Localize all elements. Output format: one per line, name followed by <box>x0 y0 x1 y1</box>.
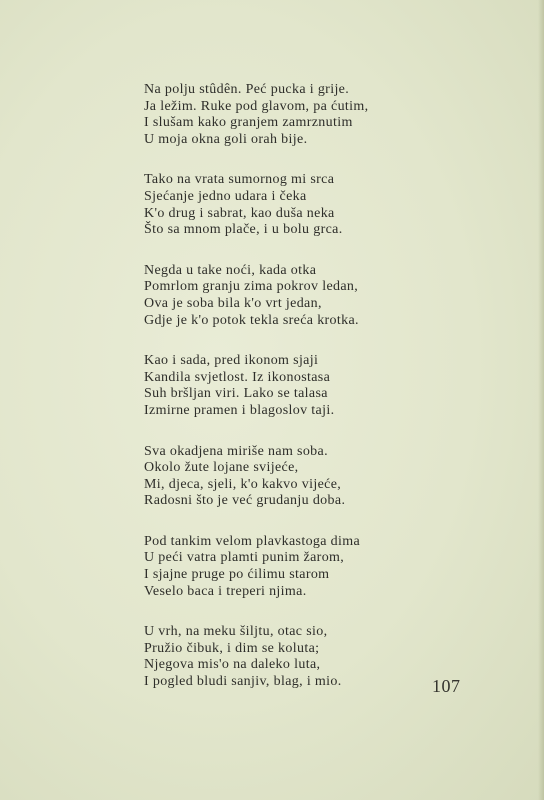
poem <box>144 82 404 715</box>
stanza-1 <box>144 82 404 148</box>
poem-line: K'o drug i sabrat, kao duša neka <box>144 205 335 221</box>
poem-line: U peći vatra plamti punim žarom, <box>144 550 345 566</box>
poem-line: Sjećanje jedno udara i čeka <box>144 188 307 204</box>
poem-line: Što sa mnom plače, i u bolu grca. <box>144 222 343 238</box>
poem-line: Sva okadjena miriše nam soba. <box>144 443 328 459</box>
poem-line: U moja okna goli orah bije. <box>144 131 308 147</box>
page-number: 107 <box>432 676 461 696</box>
poem-line: Kandila svjetlost. Iz ikonostasa <box>144 369 331 385</box>
poem-line: Tako na vrata sumornog mi srca <box>144 172 335 188</box>
stanza-4 <box>144 353 404 419</box>
stanza-5 <box>144 444 404 510</box>
poem-line: Izmirne pramen i blagoslov taji. <box>144 402 335 418</box>
poem-line: Radosni što je već grudanju doba. <box>144 493 346 509</box>
poem-line: Suh bršljan viri. Lako se talasa <box>144 386 328 402</box>
poem-line: Mi, djeca, sjeli, k'o kakvo vijeće, <box>144 476 342 492</box>
stanza-7 <box>144 624 404 690</box>
poem-line: Pomrlom granju zima pokrov ledan, <box>144 279 359 295</box>
poem-line: Pod tankim velom plavkastoga dima <box>144 533 361 549</box>
poem-line: Negda u take noći, kada otka <box>144 262 317 278</box>
poem-line: U vrh, na meku šiljtu, otac sio, <box>144 624 328 640</box>
poem-line: Gdje je k'o potok tekla sreća krotka. <box>144 312 359 328</box>
poem-line: Njegova mis'o na daleko luta, <box>144 657 321 673</box>
poem-line: Na polju stûdên. Peć pucka i grije. <box>144 82 350 97</box>
stanza-3 <box>144 263 404 329</box>
poem-line: Veselo baca i treperi njima. <box>144 583 307 599</box>
poem-line: Ja ležim. Ruke pod glavom, pa ćutim, <box>144 98 369 114</box>
stanza-6 <box>144 534 404 600</box>
page-edge-shadow <box>538 0 544 800</box>
stanza-2 <box>144 172 404 238</box>
poem-line: Kao i sada, pred ikonom sjaji <box>144 353 319 369</box>
poem-line: I pogled bludi sanjiv, blag, i mio. <box>144 674 342 690</box>
poem-line: I sjajne pruge po ćilimu starom <box>144 567 330 583</box>
poem-line: I slušam kako granjem zamrznutim <box>144 115 353 131</box>
poem-line: Okolo žute lojane svijeće, <box>144 460 299 476</box>
poem-line: Ova je soba bila k'o vrt jedan, <box>144 295 322 311</box>
poem-line: Pružio čibuk, i dim se koluta; <box>144 640 320 656</box>
